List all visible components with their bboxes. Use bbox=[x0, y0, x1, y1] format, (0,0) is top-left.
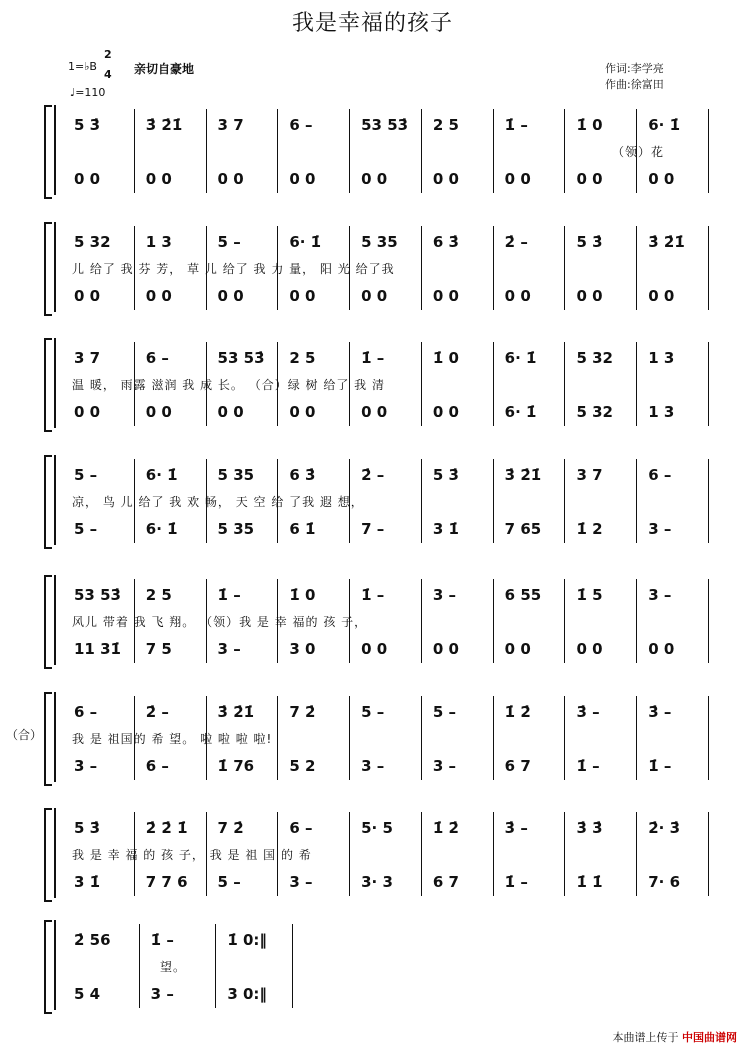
upper-measure: 3 – bbox=[648, 586, 672, 604]
upper-measure: 5 3̇ bbox=[74, 116, 101, 134]
upper-measure: 6 – bbox=[648, 466, 672, 484]
upper-measure: 3 7 bbox=[217, 116, 244, 134]
measure-barline bbox=[134, 109, 135, 193]
lower-measure: 0 0 bbox=[217, 170, 244, 188]
measure-barline bbox=[421, 109, 422, 193]
upper-measure: 2̇ 56 bbox=[74, 931, 111, 949]
system-bracket bbox=[44, 455, 52, 549]
lower-measure: 0 0 bbox=[432, 403, 459, 421]
chorus-side-label: （合） bbox=[6, 728, 43, 742]
upper-measure: 1̇ 5 bbox=[576, 586, 603, 604]
upper-measure: 5 – bbox=[432, 703, 457, 721]
footer bbox=[613, 1029, 738, 1045]
upper-measure: 1̇ 0 bbox=[289, 586, 316, 604]
lower-measure: 5 2 bbox=[289, 757, 316, 775]
lower-measure: 0 0 bbox=[74, 287, 101, 305]
upper-measure: 7 2̇ bbox=[289, 703, 316, 721]
lower-measure: 0 0 bbox=[504, 287, 531, 305]
lower-measure: 1̇ 1̇ bbox=[576, 873, 603, 891]
upper-measure: 3̇ 3̇ bbox=[576, 819, 603, 837]
key-signature: 1=♭B bbox=[68, 60, 97, 73]
measure-barline bbox=[708, 459, 709, 543]
upper-measure: 6 3̇ bbox=[432, 233, 459, 251]
lower-measure: 1̇ 2 bbox=[576, 520, 603, 538]
upper-measure: 1̇ – bbox=[361, 349, 385, 367]
upper-measure: 6· 1̇ bbox=[289, 233, 322, 251]
lower-measure: 0 0 bbox=[145, 287, 172, 305]
measure-barline bbox=[277, 109, 278, 193]
lower-measure: 3 – bbox=[361, 757, 385, 775]
measure-barline bbox=[564, 109, 565, 193]
upper-measure: 2 5 bbox=[289, 349, 316, 367]
system-bracket bbox=[44, 105, 52, 199]
measure-barline bbox=[421, 226, 422, 310]
measure-barline bbox=[421, 342, 422, 426]
measure-barline bbox=[636, 342, 637, 426]
measure-barline bbox=[493, 812, 494, 896]
score-title: 我是幸福的孩子 bbox=[291, 11, 453, 36]
measure-barline bbox=[708, 226, 709, 310]
lower-measure: 3 – bbox=[289, 873, 313, 891]
measure-barline bbox=[421, 696, 422, 780]
measure-barline bbox=[564, 226, 565, 310]
system-bracket bbox=[44, 808, 52, 902]
lower-measure: 7 5 bbox=[145, 640, 172, 658]
lower-measure: 0 0 bbox=[361, 640, 388, 658]
system-barline bbox=[54, 338, 56, 428]
lyrics-line: 望。 bbox=[160, 960, 187, 974]
system-barline bbox=[54, 455, 56, 545]
lower-measure: 7 – bbox=[361, 520, 385, 538]
measure-barline bbox=[349, 696, 350, 780]
lower-measure: 0 0 bbox=[648, 170, 675, 188]
upper-measure: 3 7 bbox=[576, 466, 603, 484]
upper-measure: 6 3̇ bbox=[289, 466, 316, 484]
lower-measure: 0 0 bbox=[145, 170, 172, 188]
lyrics-line: 儿 给了 我 芬 芳， 草 儿 给了 我 力 量， 阳 光 给了我 bbox=[72, 262, 395, 276]
upper-measure: 6· 1̇ bbox=[504, 349, 537, 367]
system-bracket bbox=[44, 692, 52, 786]
measure-barline bbox=[636, 812, 637, 896]
upper-measure: 1 3 bbox=[648, 349, 675, 367]
expression-mark: 亲切自豪地 bbox=[134, 62, 195, 76]
upper-measure: 5 – bbox=[74, 466, 98, 484]
system-bracket bbox=[44, 575, 52, 669]
measure-barline bbox=[493, 696, 494, 780]
system-barline bbox=[54, 808, 56, 898]
system-bracket bbox=[44, 222, 52, 316]
measure-barline bbox=[493, 226, 494, 310]
upper-measure: 1̇ – bbox=[150, 931, 174, 949]
upper-measure: 5 32 bbox=[576, 349, 613, 367]
time-signature-bottom: 4 bbox=[104, 68, 112, 81]
tempo-mark: ♩=110 bbox=[70, 86, 106, 99]
upper-measure: 5 32 bbox=[74, 233, 111, 251]
lower-measure: 0 0 bbox=[432, 287, 459, 305]
upper-measure: 2̇ – bbox=[504, 233, 528, 251]
lower-measure: 11 31̇ bbox=[74, 640, 121, 658]
lower-measure: 6 – bbox=[145, 757, 169, 775]
lower-measure: 3 – bbox=[432, 757, 457, 775]
lower-measure: 6 7 bbox=[504, 757, 531, 775]
measure-barline bbox=[636, 459, 637, 543]
measure-barline bbox=[636, 226, 637, 310]
upper-measure: 53 53̇ bbox=[74, 586, 121, 604]
lower-measure: 5 – bbox=[74, 520, 98, 538]
measure-barline bbox=[564, 579, 565, 663]
lower-measure: 5 – bbox=[217, 873, 241, 891]
measure-barline bbox=[708, 109, 709, 193]
system-barline bbox=[54, 105, 56, 195]
measure-barline bbox=[349, 109, 350, 193]
upper-measure: 1̇ 0 bbox=[576, 116, 603, 134]
upper-measure: 1̇ 0 bbox=[432, 349, 459, 367]
upper-measure: 3̇ 2̇1̇ bbox=[504, 466, 542, 484]
upper-measure: 2̇ 2̇ 1̇ bbox=[145, 819, 188, 837]
lyrics-line: 我 是 祖国的 希 望。 啦 啦 啦 啦! bbox=[72, 732, 273, 746]
lower-measure: 3 – bbox=[648, 520, 672, 538]
upper-measure: 3̇ 2̇1̇ bbox=[217, 703, 255, 721]
system-barline bbox=[54, 222, 56, 312]
measure-barline bbox=[139, 924, 140, 1008]
measure-barline bbox=[636, 579, 637, 663]
upper-measure: 6· 1̇ bbox=[648, 116, 681, 134]
lower-measure: 6· 1̇ bbox=[504, 403, 537, 421]
lower-measure: 3 0 bbox=[289, 640, 316, 658]
upper-measure: 1̇ 2̇ bbox=[504, 703, 531, 721]
measure-barline bbox=[277, 696, 278, 780]
upper-measure: 3̇ – bbox=[504, 819, 528, 837]
lyrics-line: 我 是 幸 福 的 孩 子， 我 是 祖 国 的 希 bbox=[72, 848, 312, 862]
lower-measure: 0 0 bbox=[145, 403, 172, 421]
measure-barline bbox=[206, 109, 207, 193]
lower-measure: 0 0 bbox=[217, 403, 244, 421]
lower-measure: 3 – bbox=[74, 757, 98, 775]
lower-measure: 7 65 bbox=[504, 520, 542, 538]
system-barline bbox=[54, 692, 56, 782]
lower-measure: 1 3 bbox=[648, 403, 675, 421]
lyrics-line: 凉， 鸟 儿 给了 我 欢 畅， 天 空 给 了我 遐 想， bbox=[72, 495, 364, 509]
measure-barline bbox=[493, 459, 494, 543]
lower-measure: 0 0 bbox=[432, 640, 459, 658]
upper-measure: 1 3 bbox=[145, 233, 172, 251]
upper-measure: 6 55 bbox=[504, 586, 542, 604]
upper-measure: 5 3̇ bbox=[432, 466, 459, 484]
measure-barline bbox=[564, 459, 565, 543]
footer-text: 本曲谱上传于 bbox=[612, 1031, 679, 1044]
lower-measure: 3· 3 bbox=[361, 873, 393, 891]
measure-barline bbox=[421, 459, 422, 543]
lower-measure: 3 1̇ bbox=[432, 520, 459, 538]
upper-measure: 5 3̇ bbox=[576, 233, 603, 251]
upper-measure: 5 3̇ bbox=[74, 819, 101, 837]
lower-measure: 0 0 bbox=[74, 403, 101, 421]
upper-measure: 5 – bbox=[217, 233, 241, 251]
upper-measure: 1̇ 2̇ bbox=[432, 819, 459, 837]
upper-measure: 3 7 bbox=[74, 349, 101, 367]
upper-measure: 2̇ – bbox=[361, 466, 385, 484]
lyricist-credit: 作词:李学亮 bbox=[605, 62, 664, 75]
lyrics-line: 风儿 带着 我 飞 翔。 （领）我 是 幸 福的 孩 子， bbox=[72, 615, 368, 629]
measure-barline bbox=[708, 342, 709, 426]
measure-barline bbox=[292, 924, 293, 1008]
upper-measure: 6 – bbox=[145, 349, 169, 367]
lower-measure: 5 32 bbox=[576, 403, 613, 421]
upper-measure: 2 5 bbox=[145, 586, 172, 604]
upper-measure: 53 53̇ bbox=[361, 116, 409, 134]
lower-measure: 0 0 bbox=[361, 287, 388, 305]
lower-measure: 0 0 bbox=[289, 170, 316, 188]
upper-measure: 2 5 bbox=[432, 116, 459, 134]
upper-measure: 5 35 bbox=[361, 233, 398, 251]
lower-measure: 5 35 bbox=[217, 520, 255, 538]
lower-measure: 1̇ – bbox=[576, 757, 600, 775]
upper-measure: 3̇ – bbox=[576, 703, 600, 721]
upper-measure: 3̇ 2̇1̇ bbox=[145, 116, 183, 134]
measure-barline bbox=[564, 342, 565, 426]
lower-measure: 0 0 bbox=[361, 170, 388, 188]
system-bracket bbox=[44, 920, 52, 1014]
measure-barline bbox=[493, 579, 494, 663]
upper-measure: 6 – bbox=[289, 116, 313, 134]
lower-measure: 0 0 bbox=[576, 287, 603, 305]
lower-measure: 3 0:‖ bbox=[227, 985, 267, 1003]
upper-measure: 3 – bbox=[432, 586, 457, 604]
measure-barline bbox=[708, 812, 709, 896]
lyrics-line: 温 暖， 雨露 滋润 我 成 长。 （合）绿 树 给了 我 清 bbox=[72, 378, 385, 392]
lower-measure: 0 0 bbox=[74, 170, 101, 188]
upper-measure: 5 – bbox=[361, 703, 385, 721]
upper-measure: 6 – bbox=[289, 819, 313, 837]
system-barline bbox=[54, 575, 56, 665]
system-bracket bbox=[44, 338, 52, 432]
measure-barline bbox=[636, 696, 637, 780]
lower-measure: 3 – bbox=[217, 640, 241, 658]
measure-barline bbox=[708, 696, 709, 780]
upper-measure: 1̇ – bbox=[361, 586, 385, 604]
measure-barline bbox=[215, 924, 216, 1008]
measure-barline bbox=[493, 109, 494, 193]
upper-measure: 6· 1̇ bbox=[145, 466, 178, 484]
lower-measure: 1̇ 76 bbox=[217, 757, 255, 775]
lower-measure: 1̇ – bbox=[648, 757, 672, 775]
upper-measure: 3̇ – bbox=[648, 703, 672, 721]
lower-measure: 0 0 bbox=[576, 170, 603, 188]
lower-measure: 6 7 bbox=[432, 873, 459, 891]
upper-measure: 1̇ 0:‖ bbox=[227, 931, 267, 949]
lower-measure: 6 1̇ bbox=[289, 520, 316, 538]
measure-barline bbox=[421, 812, 422, 896]
measure-barline bbox=[564, 696, 565, 780]
site-logo: 中国曲谱网 bbox=[682, 1031, 737, 1044]
lyrics-line: （领）花 bbox=[612, 145, 665, 159]
lower-measure: 0 0 bbox=[361, 403, 388, 421]
lower-measure: 3 1̇ bbox=[74, 873, 101, 891]
time-signature-top: 2 bbox=[104, 48, 112, 61]
lower-measure: 5 4 bbox=[74, 985, 101, 1003]
lower-measure: 0 0 bbox=[504, 170, 531, 188]
upper-measure: 5· 5 bbox=[361, 819, 393, 837]
lower-measure: 0 0 bbox=[648, 640, 675, 658]
upper-measure: 2̇ – bbox=[145, 703, 169, 721]
upper-measure: 5 35 bbox=[217, 466, 255, 484]
upper-measure: 3̇ 2̇1̇ bbox=[648, 233, 685, 251]
measure-barline bbox=[421, 579, 422, 663]
upper-measure: 53 53̇ bbox=[217, 349, 265, 367]
system-barline bbox=[54, 920, 56, 1010]
lower-measure: 0 0 bbox=[432, 170, 459, 188]
upper-measure: 1̇ – bbox=[504, 116, 528, 134]
upper-measure: 6 – bbox=[74, 703, 98, 721]
lower-measure: 7· 6 bbox=[648, 873, 681, 891]
lower-measure: 0 0 bbox=[576, 640, 603, 658]
lower-measure: 1̇ – bbox=[504, 873, 528, 891]
composer-credit: 作曲:徐富田 bbox=[605, 78, 664, 91]
upper-measure: 7 2̇ bbox=[217, 819, 244, 837]
lower-measure: 0 0 bbox=[289, 287, 316, 305]
upper-measure: 1̇ – bbox=[217, 586, 241, 604]
lower-measure: 6· 1̇ bbox=[145, 520, 178, 538]
lower-measure: 7 7 6 bbox=[145, 873, 188, 891]
lower-measure: 0 0 bbox=[648, 287, 675, 305]
lower-measure: 0 0 bbox=[504, 640, 531, 658]
upper-measure: 2̇· 3̇ bbox=[648, 819, 681, 837]
measure-barline bbox=[564, 812, 565, 896]
measure-barline bbox=[493, 342, 494, 426]
lower-measure: 3 – bbox=[150, 985, 174, 1003]
measure-barline bbox=[708, 579, 709, 663]
lower-measure: 0 0 bbox=[217, 287, 244, 305]
lower-measure: 0 0 bbox=[289, 403, 316, 421]
measure-barline bbox=[349, 812, 350, 896]
